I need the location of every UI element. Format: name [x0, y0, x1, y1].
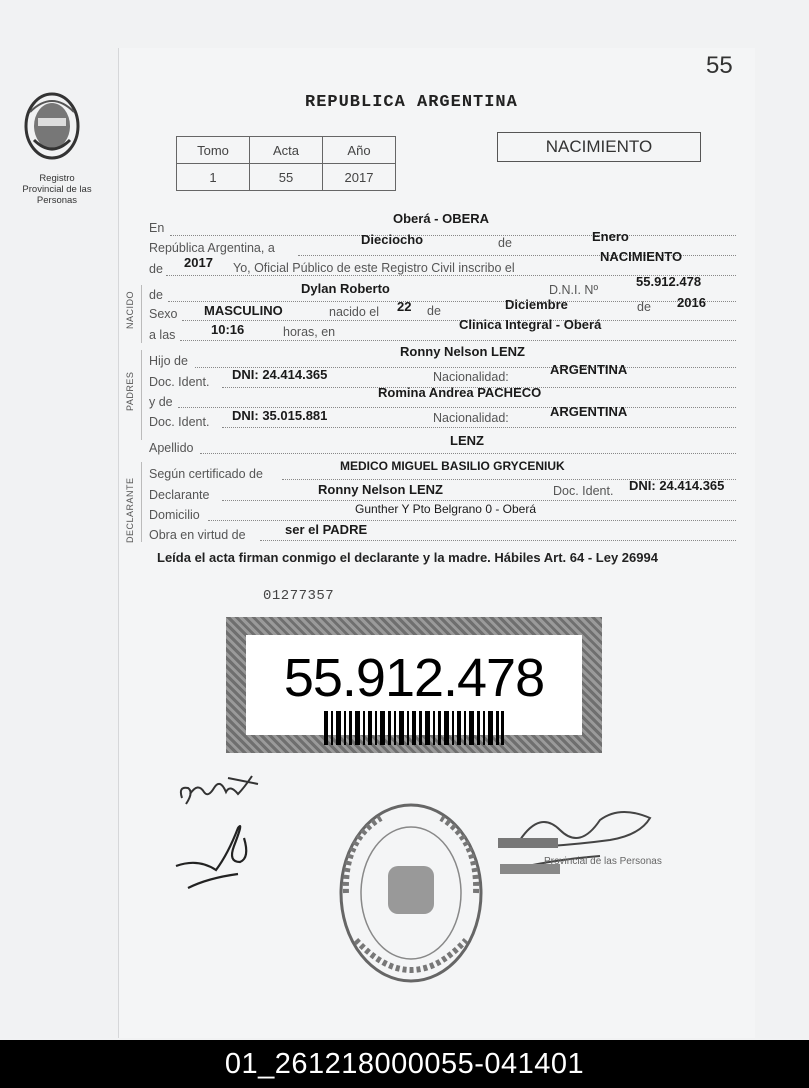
document-title: REPUBLICA ARGENTINA — [305, 93, 518, 112]
label-doc-ident-3: Doc. Ident. — [553, 484, 614, 498]
section-divider-nacido — [119, 285, 142, 343]
dotted-line — [170, 234, 736, 236]
value-dia: Dieciocho — [361, 232, 424, 247]
label-de-2: de — [427, 304, 441, 318]
value-madre: Romina Andrea PACHECO — [378, 385, 542, 400]
label-a-las: a las — [149, 328, 176, 342]
value-dni: 55.912.478 — [636, 274, 702, 289]
label-hijo-de: Hijo de — [149, 354, 188, 368]
value-tomo: 1 — [177, 164, 250, 191]
value-hora: 10:16 — [211, 322, 245, 337]
value-nac-madre: ARGENTINA — [550, 404, 628, 419]
closing-statement: Leída el acta firman conmigo el declarante y la madre. Hábiles Art. 64 - Ley 26994 — [157, 550, 658, 565]
dni-sticker — [226, 617, 602, 753]
label-y-de: y de — [149, 395, 173, 409]
dotted-line — [260, 539, 736, 541]
value-mes-nac: Diciembre — [505, 297, 568, 312]
value-nac-padre: ARGENTINA — [550, 362, 628, 377]
side-label-declarante: DECLARANTE — [125, 477, 135, 543]
header-tomo: Tomo — [177, 137, 250, 164]
value-sexo: MASCULINO — [204, 303, 283, 318]
label-doc-ident-2: Doc. Ident. — [149, 415, 210, 429]
value-obra: ser el PADRE — [285, 522, 368, 537]
label-republica: República Argentina, a — [149, 241, 275, 255]
record-table — [176, 136, 396, 191]
label-de: de — [498, 236, 512, 250]
scan-footer-id: 01_261218000055-041401 — [0, 1040, 809, 1088]
label-obra: Obra en virtud de — [149, 528, 246, 542]
dotted-line — [200, 452, 736, 454]
label-de-anio: de — [149, 262, 163, 276]
value-certificado: MEDICO MIGUEL BASILIO GRYCENIUK — [340, 459, 565, 473]
section-divider-padres — [119, 350, 142, 440]
value-nombre: Dylan Roberto — [301, 281, 390, 296]
value-domicilio: Gunther Y Pto Belgrano 0 - Oberá — [355, 502, 537, 516]
page-number: 55 — [706, 52, 733, 79]
value-padre: Ronny Nelson LENZ — [400, 344, 525, 359]
label-nacionalidad-2: Nacionalidad: — [433, 411, 509, 425]
value-anio: 2017 — [184, 255, 213, 270]
dotted-line — [208, 519, 736, 521]
label-de-3: de — [637, 300, 651, 314]
signature-stamp-text: Provincial de las Personas — [544, 856, 662, 867]
label-de-nombre: de — [149, 288, 163, 302]
dni-sticker-number: 55.912.478 — [283, 648, 545, 708]
label-nacionalidad: Nacionalidad: — [433, 370, 509, 384]
value-dni-padre: DNI: 24.414.365 — [232, 367, 328, 382]
label-en: En — [149, 221, 165, 235]
value-lugar: Oberá - OBERA — [393, 211, 490, 226]
barcode-icon — [324, 711, 504, 745]
signature-declarante-icon — [168, 758, 268, 898]
value-mes: Enero — [592, 229, 629, 244]
label-horas-en: horas, en — [283, 325, 336, 339]
value-lugar-nac: Clinica Integral - Oberá — [459, 317, 602, 332]
province-seal-icon — [20, 88, 84, 168]
value-acta: 55 — [250, 164, 323, 191]
record-type-box: NACIMIENTO — [497, 132, 701, 162]
label-segun: Según certificado de — [149, 467, 263, 481]
dotted-line — [180, 339, 736, 341]
label-dni: D.N.I. Nº — [549, 283, 599, 297]
label-sexo: Sexo — [149, 307, 178, 321]
value-anio: 2017 — [323, 164, 396, 191]
label-yo-oficial: Yo, Oficial Público de este Registro Civil inscribo el — [233, 261, 515, 275]
serial-number: 01277357 — [263, 588, 335, 604]
value-tipo: NACIMIENTO — [600, 249, 683, 264]
value-apellido: LENZ — [450, 433, 484, 448]
value-declarante: Ronny Nelson LENZ — [318, 482, 443, 497]
label-nacido-el: nacido el — [329, 305, 380, 319]
registry-logo — [20, 88, 94, 206]
dni-sticker-inner — [246, 635, 582, 735]
value-anio-nac: 2016 — [677, 295, 706, 310]
official-stamp-icon — [336, 800, 486, 986]
value-dia-nac: 22 — [397, 299, 412, 314]
label-domicilio: Domicilio — [149, 508, 200, 522]
header-anio: Año — [323, 137, 396, 164]
header-acta: Acta — [250, 137, 323, 164]
dotted-line — [222, 499, 736, 501]
registry-logo-text: Registro Provincial de las Personas — [22, 173, 92, 206]
label-apellido: Apellido — [149, 441, 194, 455]
signature-official-icon — [490, 800, 670, 890]
section-divider-declarante — [119, 462, 142, 542]
value-dni-madre: DNI: 35.015.881 — [232, 408, 328, 423]
side-label-nacido: NACIDO — [125, 290, 135, 329]
side-label-padres: PADRES — [125, 371, 135, 411]
label-doc-ident: Doc. Ident. — [149, 375, 210, 389]
label-declarante: Declarante — [149, 488, 210, 502]
dotted-line — [222, 426, 736, 428]
value-dni-declarante: DNI: 24.414.365 — [629, 478, 725, 493]
